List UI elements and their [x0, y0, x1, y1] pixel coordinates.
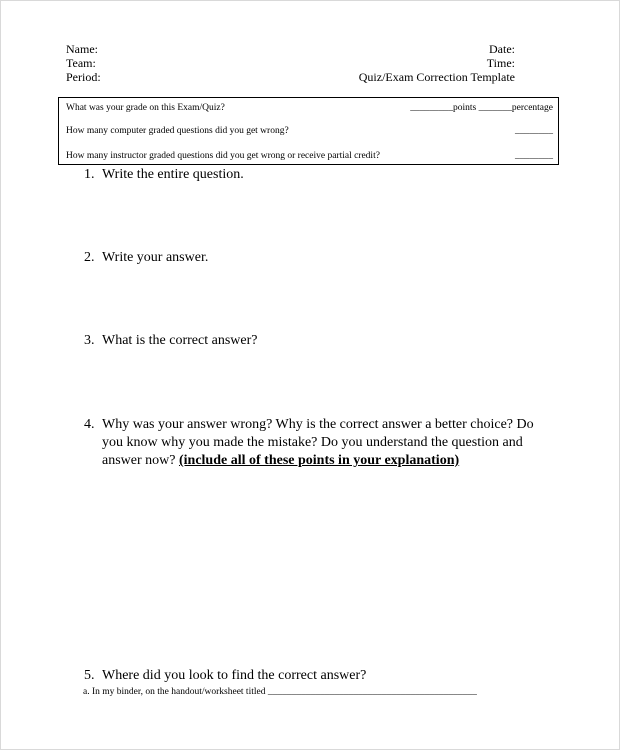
question-text: Write your answer.	[102, 250, 209, 265]
explanation-emphasis: (include all of these points in your explanation)	[178, 453, 460, 468]
question-text	[102, 416, 534, 470]
team-label: Team:	[66, 56, 96, 70]
question-number: 1.	[84, 167, 95, 182]
question-text: Where did you look to find the correct answer?	[102, 668, 367, 683]
question-3	[84, 332, 564, 350]
date-time-block	[359, 42, 515, 84]
question-number: 3.	[84, 333, 95, 348]
binder-answer-line: a. In my binder, on the handout/worksheet titled ____________________________________________	[83, 687, 477, 697]
grade-row-instructor	[66, 150, 553, 162]
question-number: 4.	[84, 417, 95, 432]
grade-summary-box	[58, 97, 559, 165]
grade-answer-blank: ________	[515, 126, 553, 136]
period-label: Period:	[66, 70, 101, 84]
question-2	[84, 249, 564, 267]
name-label: Name:	[66, 42, 98, 56]
question-1	[84, 166, 564, 184]
student-info-block	[66, 42, 101, 84]
question-text: Write the entire question.	[102, 167, 244, 182]
question-line	[102, 452, 534, 470]
grade-answer-blank: _________points _______percentage	[410, 103, 553, 113]
template-title: Quiz/Exam Correction Template	[358, 70, 515, 84]
question-5	[84, 667, 564, 685]
grade-question: How many computer graded questions did you get wrong?	[66, 126, 289, 136]
question-4	[84, 416, 584, 470]
grade-row-computer	[66, 125, 553, 137]
question-line: Why was your answer wrong? Why is the correct answer a better choice? Do	[102, 417, 534, 432]
time-label: Time:	[486, 56, 515, 70]
grade-question: How many instructor graded questions did you get wrong or receive partial credit?	[66, 151, 380, 161]
grade-row-score	[66, 102, 553, 114]
date-label: Date:	[489, 42, 515, 56]
grade-question: What was your grade on this Exam/Quiz?	[66, 103, 225, 113]
question-line-prefix: answer now?	[102, 453, 179, 468]
question-text: What is the correct answer?	[102, 333, 258, 348]
grade-answer-blank: ________	[515, 151, 553, 161]
question-number: 2.	[84, 250, 95, 265]
question-line: you know why you made the mistake? Do you understand the question and	[102, 435, 523, 450]
question-number: 5.	[84, 668, 95, 683]
